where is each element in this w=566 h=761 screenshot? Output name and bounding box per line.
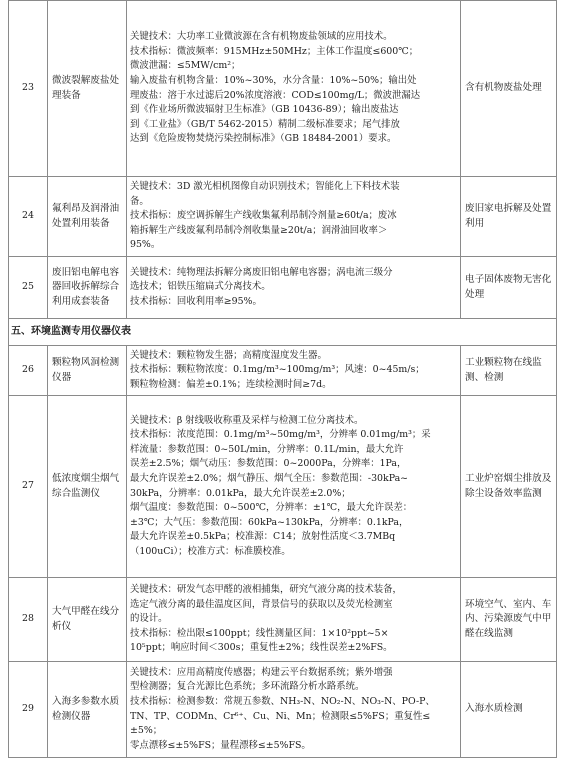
table-row [9,578,557,662]
section-title: 五、环境监测专用仪器仪表 [9,319,557,346]
application-field: 废旧家电拆解及处置利用 [461,177,557,257]
application-field: 工业炉窑烟尘排放及除尘设备效率监测 [461,396,557,578]
detail-line: 样流量：参数范围：0~50L/min，分辨率：0.1L/min，最大允许 [130,443,404,455]
detail-line: 零点漂移≤±5%FS；量程漂移≤±5%FS。 [130,739,311,751]
detail-line: 型检测器；复合光源比色系统；多环流路分析水路系统。 [130,681,365,693]
equipment-name: 大气甲醛在线分析仪 [48,578,127,662]
row-number: 24 [9,177,48,257]
technical-details [127,1,461,177]
row-number: 26 [9,346,48,396]
detail-line: 烟气温度：参数范围：0~500℃，分辨率：±1℃，最大允许误差： [130,502,413,514]
detail-line: 的设计。 [130,613,168,625]
application-field: 含有机物废盐处理 [461,1,557,177]
detail-line: 关键技术：大功率工业微波源在含有机物废盐领域的应用技术。 [130,31,393,43]
detail-line: 箱拆解生产线废氟利昂制冷剂收集量≥20t/a；润滑油回收率＞ [130,224,388,236]
technical-details [127,578,461,662]
technical-details [127,662,461,758]
equipment-name: 微波裂解废盐处理装备 [48,1,127,177]
detail-line: 10⁵ppt；响应时间＜300s；重复性±2%；线性误差±2%FS。 [130,642,393,654]
row-number: 23 [9,1,48,177]
detail-line: 关键技术：研发气态甲醛的液相捕集，研究气液分离的技术装备， [130,584,402,596]
document [8,0,556,758]
row-number: 29 [9,662,48,758]
equipment-name: 氟利昂及润滑油处置利用装备 [48,177,127,257]
detail-line: ±3℃；大气压：参数范围：60kPa~130kPa，分辨率：0.1kPa， [130,516,409,528]
detail-line: 理废盐：溶于水过滤后20%浓度溶液：COD≤100mg/L；微波泄漏达 [130,89,421,101]
equipment-name: 低浓度烟尘烟气综合监测仪 [48,396,127,578]
detail-line: TN、TP、CODMn、Cr⁶⁺、Cu、Ni、Mn；检测限≤5%FS；重复性≤±5%； [130,710,431,737]
detail-line: 技术指标：浓度范围：0.1mg/m³~50mg/m³，分辨率 0.01mg/m³；采 [130,429,431,441]
application-field: 工业颗粒物在线监测、检测 [461,346,557,396]
detail-line: 关键技术：纯物理法拆解分离废旧铝电解电容器；涡电流三级分 [130,266,393,278]
row-number: 25 [9,257,48,319]
detail-line: 最大允许误差±2.0%；烟气静压、烟气全压：参数范围：-30kPa~ [130,472,409,484]
table-row [9,257,557,319]
detail-line: 技术指标：颗粒物浓度：0.1mg/m³~100mg/m³；风速：0~45m/s； [130,364,425,376]
equipment-name: 入海多参数水质检测仪器 [48,662,127,758]
detail-line: 关键技术：β 射线吸收称重及采样与检测工位分离技术。 [130,414,364,426]
table-row [9,177,557,257]
detail-line: 关键技术：应用高精度传感器；构建云平台数据系统；紫外增强 [130,666,393,678]
detail-line: 达到《危险废物焚烧污染控制标准》（GB 18484-2001）要求。 [130,133,397,145]
detail-line: 技术指标：检出限≤100ppt；线性测量区间：1×10²ppt~5× [130,627,389,639]
detail-line: 到《工业盐》（GB/T 5462-2015）精制二级标准要求；尾气排放 [130,118,400,130]
table-row [9,346,557,396]
detail-line: 微波泄漏：≤5MW/cm²； [130,60,241,72]
technical-details [127,396,461,578]
detail-line: 技术指标：微波频率：915MHz±50MHz；主体工作温度≤600℃； [130,45,419,57]
detail-line: 95%。 [130,239,161,251]
row-number: 27 [9,396,48,578]
row-number: 28 [9,578,48,662]
detail-line: 关键技术：3D 激光相机图像自动识别技术；智能化上下料技术装 [130,181,400,193]
application-field: 环境空气、室内、车内、污染源废气中甲醛在线监测 [461,578,557,662]
technical-details [127,177,461,257]
table-row [9,1,557,177]
detail-line: 颗粒物检测：偏差±0.1%；连续检测时间≥7d。 [130,378,332,390]
equipment-table [8,0,557,758]
equipment-name: 废旧铝电解电容器回收拆解综合利用成套装备 [48,257,127,319]
equipment-name: 颗粒物风洞检测仪器 [48,346,127,396]
detail-line: （100uCi）；校准方式：标准膜校准。 [130,545,291,557]
detail-line: 关键技术：颗粒物发生器；高精度湿度发生器。 [130,349,327,361]
table-row [9,662,557,758]
technical-details [127,257,461,319]
detail-line: 备。 [130,195,149,207]
table-body [9,1,557,758]
technical-details [127,346,461,396]
detail-line: 最大允许误差±0.5kPa；校准源：C14；放射性活度＜3.7MBq [130,531,396,543]
application-field: 电子固体废物无害化处理 [461,257,557,319]
detail-line: 技术指标：回收利用率≥95%。 [130,295,262,307]
detail-line: 技术指标：废空调拆解生产线收集氟利昂制冷剂量≥60t/a；废冰 [130,210,397,222]
table-row [9,396,557,578]
detail-line: 到《作业场所微波辐射卫生标准》（GB 10436-89）；输出废盐达 [130,104,399,116]
detail-line: 输入废盐有机物含量：10%~30%，水分含量：10%~50%；输出处 [130,74,417,86]
application-field: 入海水质检测 [461,662,557,758]
detail-line: 技术指标：检测参数：常规五参数、NH₃-N、NO₂-N、NO₃-N、PO-P、 [130,695,435,707]
detail-line: 选技术；铝铁压缩扁式分离技术。 [130,281,271,293]
detail-line: 30kPa，分辨率：0.01kPa，最大允许误差±2.0%； [130,487,351,499]
detail-line: 选定气液分离的最佳温度区间，背景信号的获取以及荧光检测室 [130,598,393,610]
section-row [9,319,557,346]
detail-line: 误差±2.5%；烟气动压：参数范围：0~2000Pa，分辨率：1Pa， [130,458,407,470]
